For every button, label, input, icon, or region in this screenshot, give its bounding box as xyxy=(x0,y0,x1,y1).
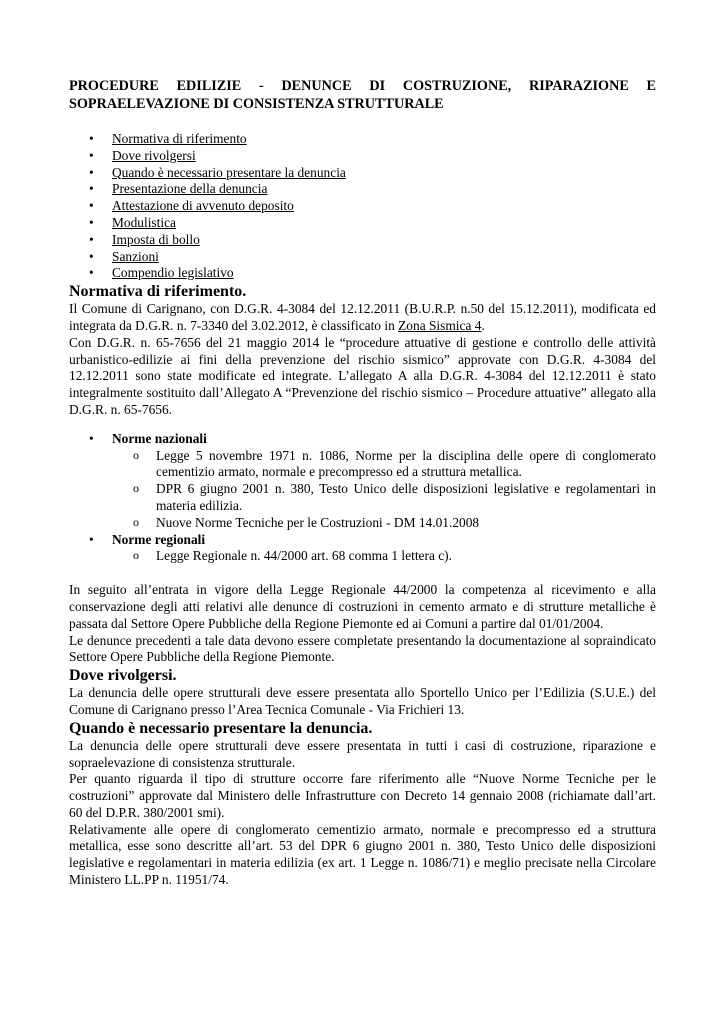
paragraph: La denuncia delle opere strutturali deve essere presentata in tutti i casi di costruzione, riparazione e sopraelevazione di consistenza strutturale. xyxy=(69,737,656,770)
table-of-contents xyxy=(69,131,656,282)
toc-link[interactable]: Imposta di bollo xyxy=(112,231,200,247)
toc-item-dove xyxy=(69,148,656,165)
norme-regionali-sublist xyxy=(112,548,656,565)
toc-item-sanzioni xyxy=(69,249,656,266)
toc-item-presentazione xyxy=(69,181,656,198)
norme-nazionali-sublist xyxy=(112,448,656,532)
toc-link[interactable]: Compendio legislativo xyxy=(112,265,234,281)
toc-link[interactable]: Quando è necessario presentare la denuncia xyxy=(112,164,346,180)
paragraph-text: Il Comune di Carignano, con D.G.R. 4-3084 del 12.12.2011 (B.U.R.P. n.50 del 15.12.2011), modificata ed integrata da D.G.R. n. 7-3340 del 3.02.2012, è classificato in xyxy=(69,301,656,333)
norme-list xyxy=(69,431,656,565)
toc-link[interactable]: Attestazione di avvenuto deposito xyxy=(112,198,294,214)
paragraph-text: . xyxy=(481,317,485,333)
toc-link[interactable]: Presentazione della denuncia xyxy=(112,181,268,197)
toc-item-modulistica xyxy=(69,215,656,232)
paragraph: La denuncia delle opere strutturali deve essere presentata allo Sportello Unico per l’Edilizia (S.U.E.) del Comune di Carignano presso l’Area Tecnica Comunale - Via Frichieri 13. xyxy=(69,685,656,717)
section-heading-dove: Dove rivolgersi. xyxy=(69,667,177,685)
zona-sismica-link[interactable]: Zona Sismica 4 xyxy=(398,317,482,333)
paragraph: In seguito all’entrata in vigore della Legge Regionale 44/2000 la competenza al ricevimento e alla conservazione degli atti relativi alle denunce di costruzioni in cemento armato e di strutture metalliche è passata dal Settore Opere Pubbliche della Regione Piemonte ed ai Comuni a partire dal 01/01/2004. xyxy=(69,582,656,631)
paragraph: Per quanto riguarda il tipo di strutture occorre fare riferimento alle “Nuove Norme Tecniche per le costruzioni” approvate dal Ministero delle Infrastrutture con Decreto 14 gennaio 2008 (richiamate dall’art. 60 del D.P.R. 380/2001 smi). xyxy=(69,771,656,820)
section-heading-normativa: Normativa di riferimento. xyxy=(69,283,247,301)
toc-link[interactable]: Normativa di riferimento xyxy=(112,131,247,146)
document-page xyxy=(69,78,656,889)
norme-nazionali-label: Norme nazionali xyxy=(112,430,207,446)
paragraph: Relativamente alle opere di conglomerato cementizio armato, normale e precompresso ed a struttura metallica, esse sono descritte all’art. 53 del DPR 6 giugno 2001 n. 380, Testo Unico delle disposizioni legislative e regolamentari in materia edilizia (ex art. 1 Legge n. 1086/71) e meglio precisate nella Circolare Ministero LL.PP n. 11951/74. xyxy=(69,821,656,888)
paragraph xyxy=(69,301,656,335)
paragraph: Con D.G.R. n. 65-7656 del 21 maggio 2014 le “procedure attuative di gestione e controllo delle attività urbanistico-edilizie ai fini della prevenzione del rischio sismico” approvate con D.G.R. 4-3084 del 12.12.2011 sono state modificate ed integrate. L’allegato A alla D.G.R. 4-3084 del 12.12.2011 è stato integralmente sostituito dall’Allegato A “Prevenzione del rischio sismico – Procedure attuative” allegato alla D.G.R. n. 65-7656. xyxy=(69,334,656,417)
sub-list-item: o Legge 5 novembre 1971 n. 1086, Norme per la disciplina delle opere di conglomerato cementizio armato, normale e precompresso ed a struttura metallica. xyxy=(112,448,656,482)
toc-item-quando xyxy=(69,165,656,182)
sub-list-item: o Nuove Norme Tecniche per le Costruzioni - DM 14.01.2008 xyxy=(112,515,656,532)
norme-regionali-label: Norme regionali xyxy=(112,531,206,547)
toc-item-compendio xyxy=(69,265,656,282)
toc-link[interactable]: Dove rivolgersi xyxy=(112,147,196,163)
norme-regionali xyxy=(69,532,656,566)
spacer xyxy=(69,565,656,582)
document-title: PROCEDURE EDILIZIE - DENUNCE DI COSTRUZIONE, RIPARAZIONE E SOPRAELEVAZIONE DI CONSISTENZA STRUTTURALE xyxy=(69,78,656,112)
toc-item-attestazione xyxy=(69,198,656,215)
sub-list-item: o DPR 6 giugno 2001 n. 380, Testo Unico delle disposizioni legislative e regolamentari in materia edilizia. xyxy=(112,481,656,515)
section-heading-quando: Quando è necessario presentare la denuncia. xyxy=(69,719,373,737)
toc-link[interactable]: Sanzioni xyxy=(112,248,159,264)
paragraph: Le denunce precedenti a tale data devono essere completate presentando la documentazione al sopraindicato Settore Opere Pubbliche della Regione Piemonte. xyxy=(69,632,656,665)
norme-nazionali xyxy=(69,431,656,532)
sub-list-item: o Legge Regionale n. 44/2000 art. 68 comma 1 lettera c). xyxy=(112,548,656,565)
toc-link[interactable]: Modulistica xyxy=(112,214,176,230)
toc-item-bollo xyxy=(69,232,656,249)
toc-item-normativa xyxy=(69,131,656,148)
